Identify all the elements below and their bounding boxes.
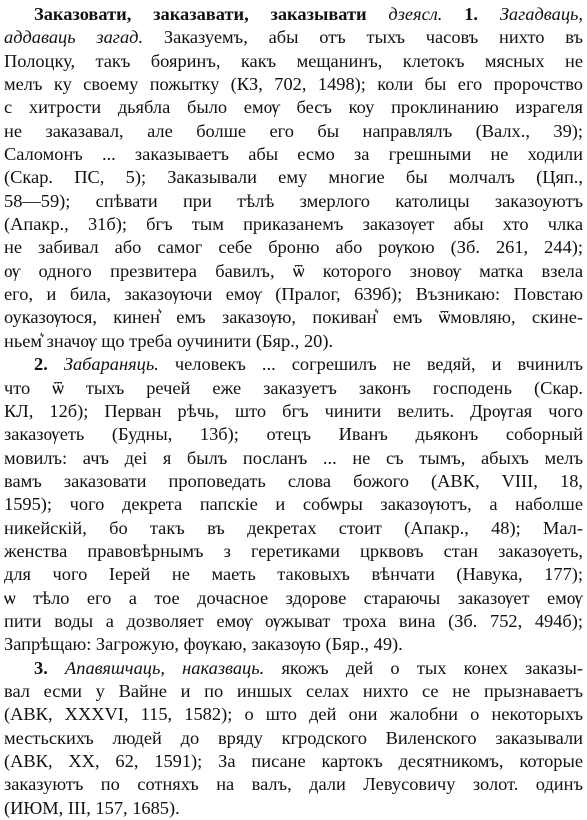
entry-line: вал есми у Вайне и по иншых селах нихто се не прызнаваетъ [4,680,583,701]
entry-line: ѡ тѣло его а тое дочасное здорове стараючы заказѹет емѹ [4,587,583,608]
entry-line [4,353,583,376]
entry-line: местьскихъ людей до вряду кгродского Виленского заказывали [4,727,583,748]
entry-line: мелъ ку своему пожытку (КЗ, 702, 1498); коли бы его пророчство [4,74,583,95]
sense-number: 3. [34,657,48,678]
entry-line [4,3,583,26]
entry-line: женства правовѣрнымъ з геретиками црквовъ стан заказѹеть, [4,540,583,561]
entry-line: 1595); чого декрета папскіе и собѡры заказѹютъ, а наболше [4,494,583,515]
entry-line: (Скар. ПС, 5); Заказывали ему многие бы молчалъ (Цяп., [4,167,583,188]
entry-line [4,26,583,49]
entry-line: мовилъ: ачъ деі я былъ посланъ ... не съ тымъ, абыхъ мелъ [4,447,583,468]
entry-line: Полоцку, такъ бояринъ, какъ мещанинъ, клетокъ мясных не [4,50,583,71]
sense-gloss: Загадваць, [499,4,583,24]
entry-line: (Апакр., 31б); бгъ тым приказанемъ заказѹет абы хто члка [4,214,583,235]
headword: Заказовати, заказавати, заказывати [34,4,367,24]
entry-text: человекъ ... согрешилъ не ведяй, и вчинилъ [158,354,583,375]
entry-line: что ѿ тыхъ речей еже заказуетъ законъ господень (Скар. [4,377,583,398]
entry-line: (АВК, XXXVI, 115, 1582); о што дей они жалобни о некоторыхъ [4,704,583,725]
entry-line: (АВК, XX, 62, 1591); За писане картокъ десятникомъ, которые [4,751,583,771]
entry-line: (ИЮМ, III, 157, 1685). [4,797,180,818]
sense-number: 2. [34,354,48,375]
entry-line: заказуютъ по сотняхъ на валъ, дали Левусовичу золот. одинъ [4,774,583,795]
entry-line: Запрѣщаю: Загрожую, фѹкаю, заказѹю (Бяр., 49). [4,634,403,655]
entry-line: не забивал або самог себе броню або рѹкою (Зб. 261, 244); [4,237,583,258]
entry-text: якожъ дей о тых конех заказы- [264,657,583,678]
entry-line: оуказѹюся, кинен͛ емъ заказѹю, покиван͛ емъ ѿмовляю, скине- [4,307,583,328]
entry-line: никейскій, бо такъ въ декретах стоит (Апакр., 48); Мал- [4,517,583,538]
entry-line: с хитрости дьябла было емѹ бесъ коу проклинанию израгеля [4,97,583,118]
sense-gloss: аддаваць загад. [4,27,144,48]
entry-line: для чого Iерей не маеть таковыхъ вѣнчати (Навука, 177); [4,564,583,585]
entry-line: вамъ заказовати проповедать слова божого (АВК, VIII, 18, [4,470,583,491]
entry-line: заказѹеть (Будны, 13б); отецъ Иванъ дьяконъ соборный [4,424,583,445]
sense-gloss: Забараняць. [63,354,159,375]
entry-line: не заказавал, але болше его бы направлялъ (Валх., 39); [4,120,583,141]
entry-line: 58—59); спѣвати при тѣлѣ змерлого католицы заказоуютъ [4,190,583,211]
entry-text: Заказуемъ, абы отъ тыхъ часовъ нихто въ [143,27,583,48]
part-of-speech: дзеясл. [388,4,443,24]
entry-line: ѹ одного презвитера бавилъ, ѿ которого зновѹ матка взела [4,260,583,281]
entry-line: Саломонъ ... заказываетъ абы есмо за грешными не ходили [4,144,583,165]
sense-number: 1. [464,4,478,24]
entry-line: ньем͛ значѹ що треба оучинити (Бяр., 20). [4,330,334,351]
entry-line: КЛ, 12б); Перван рѣчь, што бгъ чинити велить. Дрѹгая чого [4,400,583,421]
dictionary-entry [4,3,583,820]
sense-gloss: Апавяшчаць, наказваць. [65,657,265,678]
entry-line: его, и била, заказѹючи емѹ (Пралог, 639б); Възникаю: Повстаю [4,284,583,305]
entry-line [4,657,583,680]
entry-line: пити воды а дозволяет емѹ ѹжыват троха вина (Зб. 752, 494б); [4,610,583,631]
